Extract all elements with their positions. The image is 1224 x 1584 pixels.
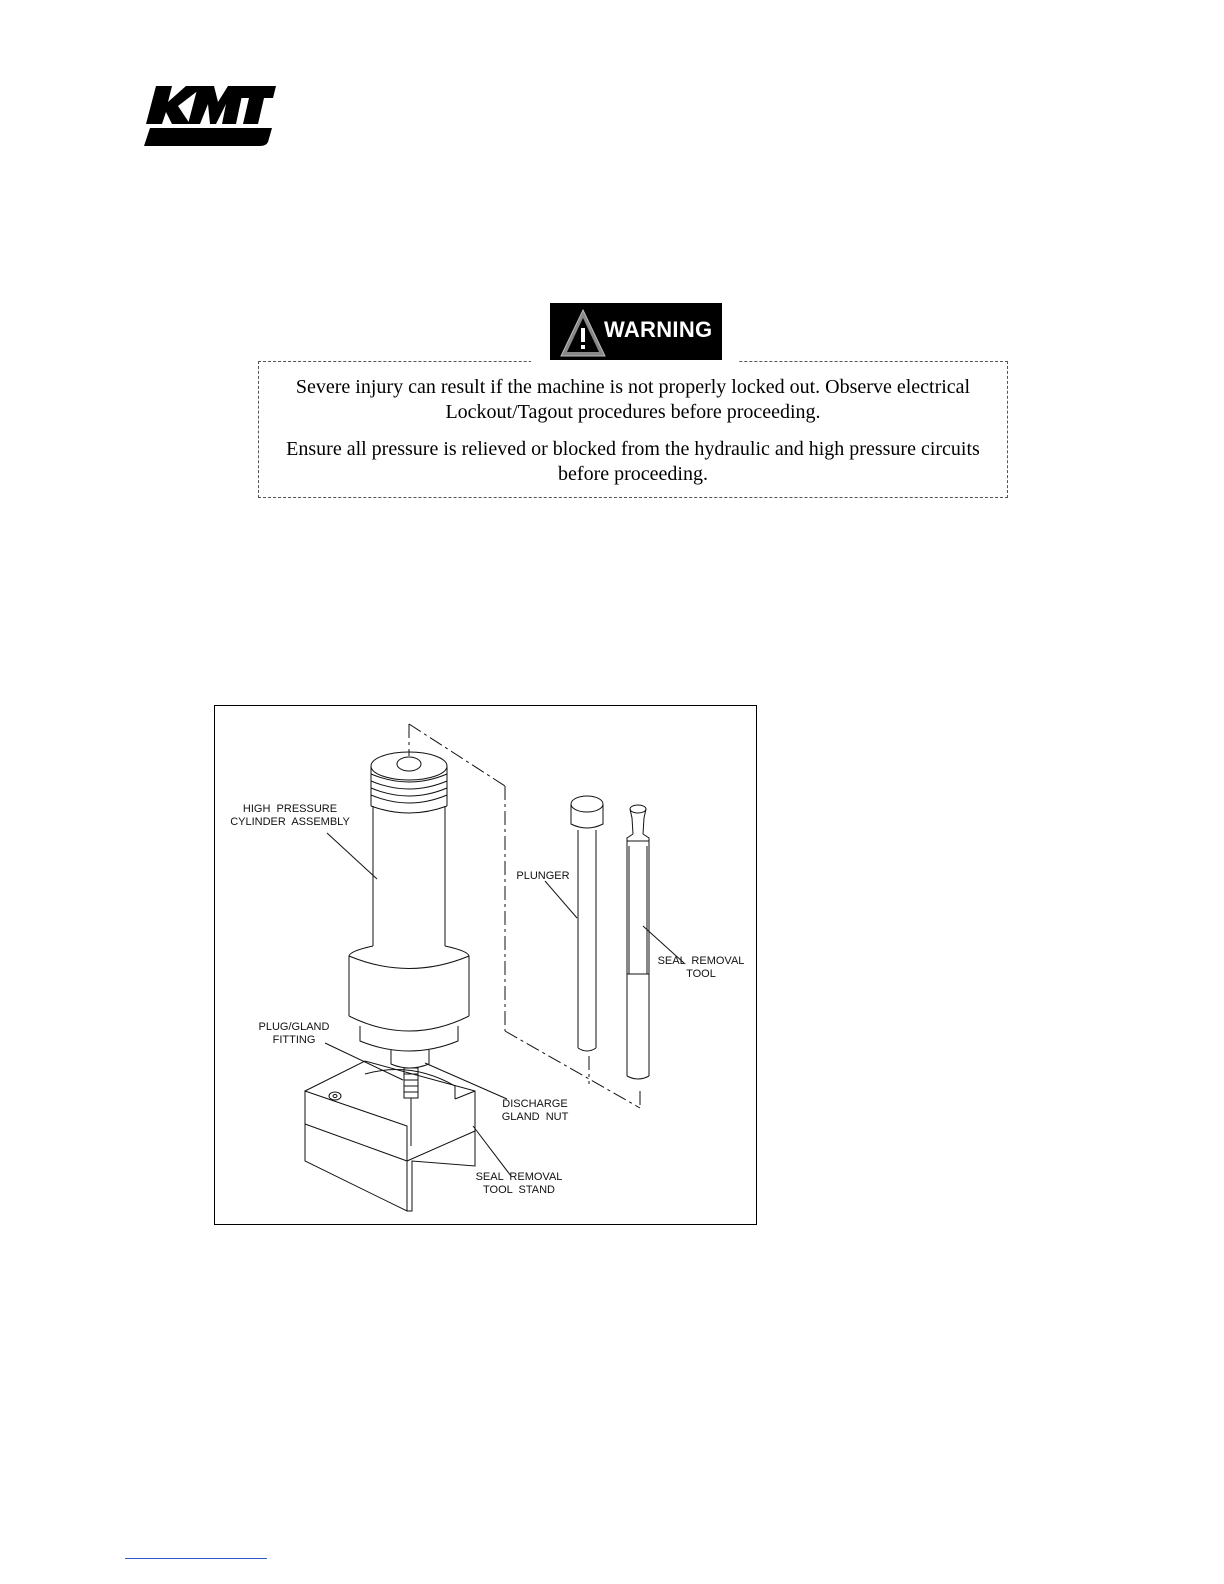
alignment-guide (409, 724, 640, 1108)
cylinder-assembly (349, 752, 469, 1068)
seal-removal-figure (214, 705, 757, 1225)
plunger-part (571, 796, 603, 1051)
label-discharge-gland-nut: DISCHARGE GLAND NUT (501, 1098, 569, 1123)
warning-label: WARNING (604, 317, 713, 342)
label-plug-gland-fitting: PLUG/GLAND FITTING (258, 1021, 330, 1046)
warning-lockout-text: Severe injury can result if the machine is not properly locked out. Observe electrical Lockout/Tagout procedures before proceeding. (295, 376, 971, 423)
seal-removal-stand (305, 1061, 475, 1211)
warning-triangle-icon (559, 308, 607, 358)
label-cylinder-assembly: HIGH PRESSURE CYLINDER ASSEMBLY (230, 803, 350, 828)
badge-gap (531, 360, 739, 364)
warning-badge (550, 303, 722, 361)
warning-message-box (258, 361, 1008, 498)
label-plunger: PLUNGER (516, 870, 570, 882)
label-seal-removal-stand: SEAL REMOVAL TOOL STAND (475, 1171, 563, 1196)
kmt-logo-mark (142, 82, 278, 148)
footer-rule (125, 1558, 267, 1559)
plug-gland-fitting (404, 1068, 418, 1146)
kmt-logo (142, 82, 278, 148)
label-seal-removal-tool: SEAL REMOVAL TOOL (657, 955, 745, 980)
seal-removal-tool-part (627, 805, 649, 1079)
warning-pressure-text: Ensure all pressure is relieved or blocked from the hydraulic and high pressure circuits before proceeding. (286, 438, 980, 485)
